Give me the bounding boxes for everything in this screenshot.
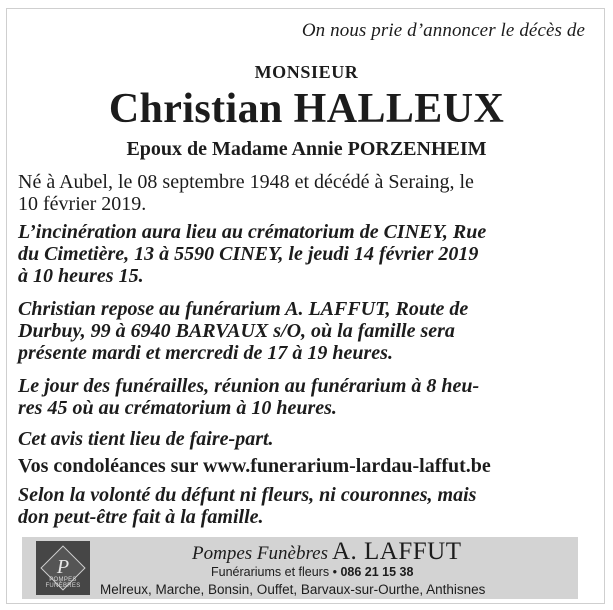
text-line: L’incinération aura lieu au crématorium de CINEY, Rue bbox=[18, 221, 487, 243]
text-line: res 45 où au crématorium à 10 heures. bbox=[18, 397, 337, 419]
spouse-line: Epoux de Madame Annie PORZENHEIM bbox=[126, 138, 487, 160]
intro-line: On nous prie d’annoncer le décès de bbox=[301, 20, 585, 41]
wish-paragraph bbox=[18, 484, 586, 528]
services-text: Funérariums et fleurs • bbox=[211, 565, 337, 579]
text-line: Christian repose au funérarium A. LAFFUT, Route de bbox=[18, 298, 469, 320]
birth-death-paragraph bbox=[18, 171, 586, 215]
phone-number: 086 21 15 38 bbox=[340, 565, 414, 579]
honorific: MONSIEUR bbox=[254, 62, 359, 82]
text-line: Selon la volonté du défunt ni fleurs, ni couronnes, mais bbox=[18, 484, 477, 506]
funeral-day-paragraph bbox=[18, 375, 586, 419]
text-line: Le jour des funérailles, réunion au funérarium à 8 heu- bbox=[18, 375, 480, 397]
text-line: présente mardi et mercredi de 17 à 19 heures. bbox=[18, 342, 393, 364]
text-line: du Cimetière, 13 à 5590 CINEY, le jeudi 14 février 2019 bbox=[18, 243, 479, 265]
logo-text: POMPES FUNÈBRES bbox=[45, 577, 81, 589]
text-line: 10 février 2019. bbox=[18, 193, 147, 215]
company-type: Pompes Funèbres bbox=[192, 543, 328, 564]
visitation-paragraph bbox=[18, 298, 586, 364]
condolences-line: Vos condoléances sur www.funerarium-lardau-laffut.be bbox=[18, 455, 491, 477]
services-line bbox=[211, 565, 413, 579]
deceased-name: Christian HALLEUX bbox=[108, 86, 505, 132]
locations-line: Melreux, Marche, Bonsin, Ouffet, Barvaux-sur-Ourthe, Anthisnes bbox=[100, 582, 486, 597]
funeral-home-banner bbox=[22, 537, 578, 599]
text-line: Durbuy, 99 à 6940 BARVAUX s/O, où la famille sera bbox=[18, 320, 455, 342]
company-line bbox=[192, 538, 461, 566]
notice-line: Cet avis tient lieu de faire-part. bbox=[18, 428, 274, 450]
logo-mark: P bbox=[56, 556, 70, 578]
funeral-home-logo bbox=[36, 541, 90, 595]
text-line: don peut-être fait à la famille. bbox=[18, 506, 264, 528]
text-line: à 10 heures 15. bbox=[18, 265, 144, 287]
cremation-paragraph bbox=[18, 221, 586, 287]
text-line: Né à Aubel, le 08 septembre 1948 et décédé à Seraing, le bbox=[18, 171, 474, 193]
company-name: A. LAFFUT bbox=[331, 538, 462, 565]
